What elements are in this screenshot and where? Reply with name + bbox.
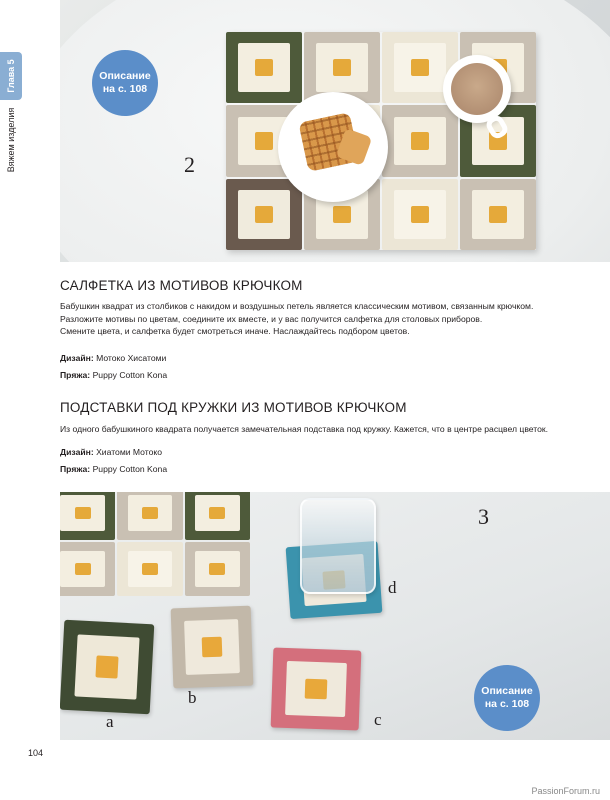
coaster-a	[60, 620, 154, 715]
article-title: САЛФЕТКА ИЗ МОТИВОВ КРЮЧКОМ	[60, 278, 303, 293]
description-badge[interactable]	[474, 665, 540, 731]
motif-square	[185, 492, 250, 540]
article-title: ПОДСТАВКИ ПОД КРУЖКИ ИЗ МОТИВОВ КРЮЧКОМ	[60, 400, 407, 415]
badge-line1: Описание	[481, 684, 533, 697]
yarn-credit	[60, 370, 167, 380]
motif-square	[117, 542, 182, 596]
chapter-label: Глава 5	[6, 59, 16, 93]
section-label: Вяжем изделия	[6, 107, 16, 173]
page-number: 104	[28, 748, 44, 758]
article-paragraph	[60, 300, 580, 338]
label-c: c	[374, 710, 382, 729]
label-b: b	[188, 688, 197, 707]
figure-number: 3	[478, 504, 489, 529]
motif-square	[382, 105, 458, 176]
design-label: Дизайн:	[60, 447, 94, 457]
motif-square	[226, 179, 302, 250]
yarn-value: Puppy Cotton Kona	[92, 464, 168, 474]
badge-line1: Описание	[99, 69, 151, 82]
yarn-credit	[60, 464, 167, 474]
motif-square	[60, 492, 115, 540]
design-value: Мотоко Хисатоми	[96, 353, 167, 363]
paragraph-line: Смените цвета, и салфетка будет смотреться иначе. Наслаждайтесь подбором цветов.	[60, 326, 410, 336]
yarn-value: Puppy Cotton Kona	[92, 370, 168, 380]
badge-line2: на с. 108	[102, 83, 148, 95]
design-label: Дизайн:	[60, 353, 94, 363]
watermark: PassionForum.ru	[531, 786, 600, 796]
coffee-cup	[443, 55, 511, 123]
paragraph-line: Бабушкин квадрат из столбиков с накидом и воздушных петель является классическим мотивом, связанным крючком.	[60, 301, 534, 311]
design-value: Хиатоми Мотоко	[96, 447, 163, 457]
water-glass	[300, 498, 376, 594]
motif-square	[382, 179, 458, 250]
article-paragraph: Из одного бабушкиного квадрата получается замечательная подставка под кружку. Кажется, что в центре расцвел цветок.	[60, 424, 549, 434]
motif-square	[117, 492, 182, 540]
coaster-c	[271, 647, 362, 730]
yarn-label: Пряжа:	[60, 464, 91, 474]
motif-square	[60, 542, 115, 596]
chapter-tab	[0, 52, 22, 100]
granny-square-mat	[60, 492, 250, 596]
placemat-photo	[60, 0, 610, 262]
design-credit	[60, 447, 162, 457]
coaster-b	[171, 606, 254, 689]
label-a: a	[106, 712, 114, 731]
badge-line2: на с. 108	[484, 698, 530, 710]
plate-with-waffles	[278, 92, 388, 202]
paragraph-line: Разложите мотивы по цветам, соедините их вместе, и у вас получится салфетка для столовых приборов.	[60, 313, 483, 324]
motif-square	[460, 179, 536, 250]
design-credit	[60, 353, 166, 363]
label-d: d	[388, 578, 397, 597]
description-badge[interactable]	[92, 50, 158, 116]
motif-square	[185, 542, 250, 596]
yarn-label: Пряжа:	[60, 370, 91, 380]
figure-number: 2	[184, 152, 195, 177]
motif-square	[226, 32, 302, 103]
